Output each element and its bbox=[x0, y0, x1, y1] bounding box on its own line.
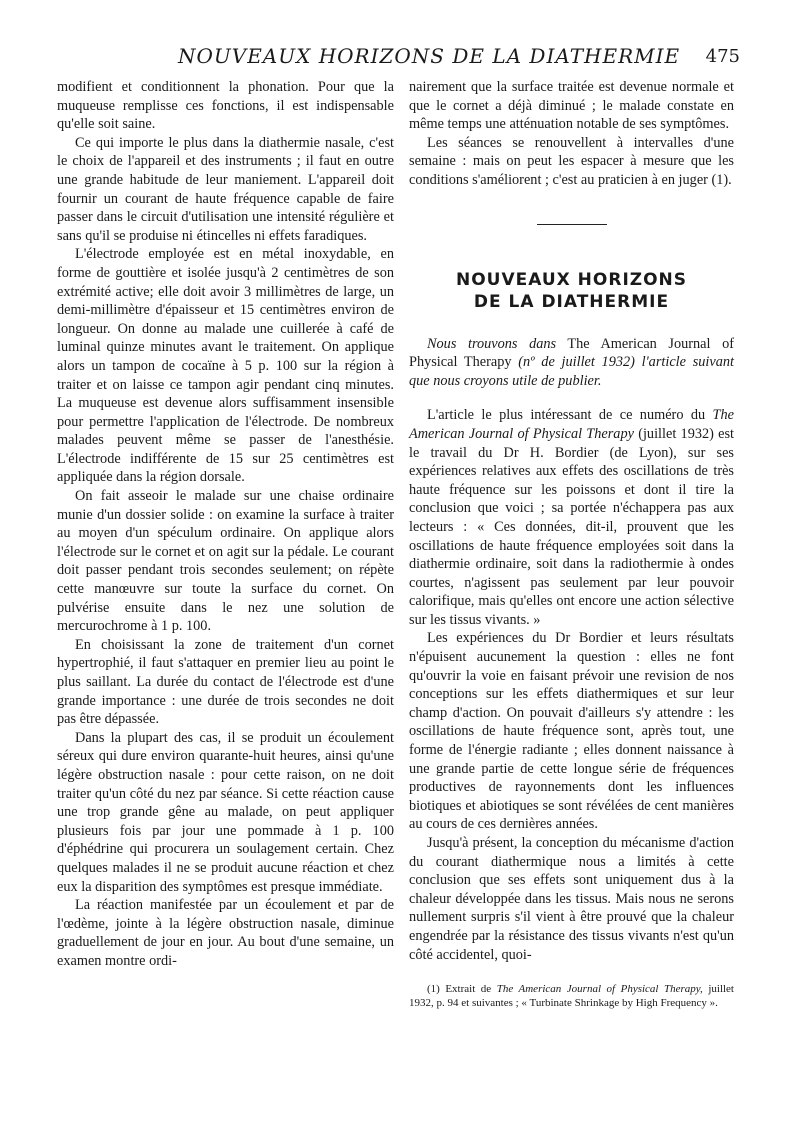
intro-text: Nous trouvons dans bbox=[427, 335, 557, 352]
footnote bbox=[409, 982, 734, 1010]
page-header bbox=[60, 44, 740, 74]
paragraph-text: (juillet 1932) est le travail du Dr H. Bordier (de Lyon), sur ses expériences relatives aux effets des oscillations de très haute fréquence sur les poissons et dont il tire la conclusion que voici ; sa portée n'échappera pas aux lecteurs : « Ces données, dit-il, prouvent que les oscillations de haute fréquence employées soit dans la diathermie ordinaire, soit dans la radiothermie à ondes courtes, n'agissent pas seulement par leur pouvoir calorifique, mais qu'elles ont encore une action sélective sur les tissus vivants. » bbox=[409, 425, 735, 628]
journal-title: The American Journal of Physical Therapy bbox=[409, 407, 734, 442]
intro-text: l'article suivant que nous croyons utile de publier. bbox=[409, 354, 734, 389]
footnote-text: juillet 1932, p. 94 et suivantes ; « Turbinate Shrinkage by High Frequency ». bbox=[409, 983, 734, 1010]
section-divider bbox=[537, 224, 607, 225]
paragraph: L'électrode employée est en métal inoxydable, en forme de gouttière et isolée jusqu'à 2 centimètres de son extrémité active; elle doit avoir 3 millimètres de large, un demi-millimètre d'épaisseur et 15 centimètres environ de longueur. On donne au malade une cuillerée à café de luminal quinze minutes avant le traitement. On applique alors un tampon de cocaïne à 5 p. 100 sur la région à traiter et on laisse ce tampon agir pendant cinq minutes. La muqueuse est devenue alors suffisamment insensible pour permettre l'application de l'électrode. De nombreux malades peuvent même se passer de l'anesthésie. L'électrode indifférente de 15 sur 25 centimètres est appliquée dans la région dorsale. bbox=[57, 246, 394, 486]
section-title-line: NOUVEAUX HORIZONS bbox=[455, 269, 688, 290]
paragraph: Les expériences du Dr Bordier et leurs résultats n'épuisent aucunement la question : elles ne font qu'ouvrir la voie en faisant prévoir une revision de nos conceptions sur les effets diathermiques et sur leur champ d'action. On pouvait d'ailleurs s'y attendre : les oscillations de haute fréquence sont, après tout, une forme de l'énergie radiante ; elles donnent naissance à une grande partie de cette longue série de fréquences productives de rayonnements dont les influences biotiques et abiotiques se sont révélées de cent manières au cours de ces dernières années. bbox=[409, 630, 734, 833]
paragraph: Dans la plupart des cas, il se produit un écoulement séreux qui dure environ quarante-huit heures, ainsi qu'une légère obstruction nasale : pour cette raison, on ne doit traiter qu'un côté du nez par séance. Si cette réaction cause une trop grande gêne au malade, on peut appliquer plusieurs fois par jour une pommade à 1 p. 100 d'éphédrine qui procurera un soulagement certain. Chez quelques malades il ne se produit aucune réaction et chez eux la disparition des symptômes est presque immédiate. bbox=[57, 729, 394, 895]
section-title bbox=[409, 269, 734, 313]
running-title: NOUVEAUX HORIZONS DE LA DIATHERMIE bbox=[178, 44, 681, 68]
left-column bbox=[57, 78, 394, 971]
paragraph bbox=[409, 406, 734, 629]
footnote-text: (1) Extrait de bbox=[427, 983, 492, 996]
paragraph: Jusqu'à présent, la conception du mécanisme d'action du courant diathermique nous a limités à cette conclusion que ses effets sont uniquement dus à la chaleur développée dans les tissus. Mais nous ne serons nullement surpris s'il vient à être prouvé que la chaleur engendrée par la résistance des tissus vivants n'est qu'un côté accidentel, quoi- bbox=[409, 835, 734, 963]
page-number: 475 bbox=[705, 46, 740, 67]
paragraph: La réaction manifestée par un écoulement et par de l'œdème, jointe à la légère obstruction nasale, diminue graduellement de jour en jour. Au bout d'une semaine, un examen montre ordi- bbox=[57, 897, 394, 969]
paragraph: Ce qui importe le plus dans la diathermie nasale, c'est le choix de l'appareil et des instruments ; il faut en outre une grande habitude de leur maniement. L'appareil doit fournir un courant de haute fréquence capable de faire passer dans le circuit d'utilisation une intensité régulière et sans qu'il se produise ni étincelles ni effets faradiques. bbox=[57, 134, 394, 244]
section-title-line: DE LA DIATHERMIE bbox=[473, 291, 670, 312]
paragraph: On fait asseoir le malade sur une chaise ordinaire munie d'un dossier solide : on examine la surface à traiter au moyen d'un spéculum ordinaire. On applique alors l'électrode sur le cornet et on agit sur la pédale. Le courant doit passer pendant trois secondes seulement; on répète cette manœuvre sur toute la surface du cornet. On pulvérise ensuite dans le nez une solution de mercurochrome à 1 p. 100. bbox=[57, 488, 394, 635]
paragraph: nairement que la surface traitée est devenue normale et que le cornet a déjà diminué ; le malade constate en même temps une atténuation notable de ses symptômes. bbox=[409, 79, 734, 133]
paragraph-text: L'article le plus intéressant de ce numéro du bbox=[427, 407, 706, 424]
paragraph: Les séances se renouvellent à intervalles d'une semaine : mais on peut les espacer à mesure que les conditions s'améliorent ; c'est au praticien à en juger (1). bbox=[409, 134, 734, 188]
section-intro bbox=[409, 335, 734, 391]
paragraph: modifient et conditionnent la phonation. Pour que la muqueuse remplisse ces fonctions, il est indispensable qu'elle soit saine. bbox=[57, 79, 394, 133]
footnote-journal: The American Journal of Physical Therapy, bbox=[496, 983, 703, 996]
right-column bbox=[409, 78, 734, 1010]
intro-text: (nº de juillet 1932) bbox=[518, 354, 635, 371]
intro-journal: The American Journal of Physical Therapy bbox=[409, 335, 734, 371]
paragraph: En choisissant la zone de traitement d'un cornet hypertrophié, il faut s'attaquer en premier lieu au point le plus saillant. La durée du contact de l'électrode est d'une grande importance : une durée de trois secondes ne doit pas être dépassée. bbox=[57, 636, 394, 728]
